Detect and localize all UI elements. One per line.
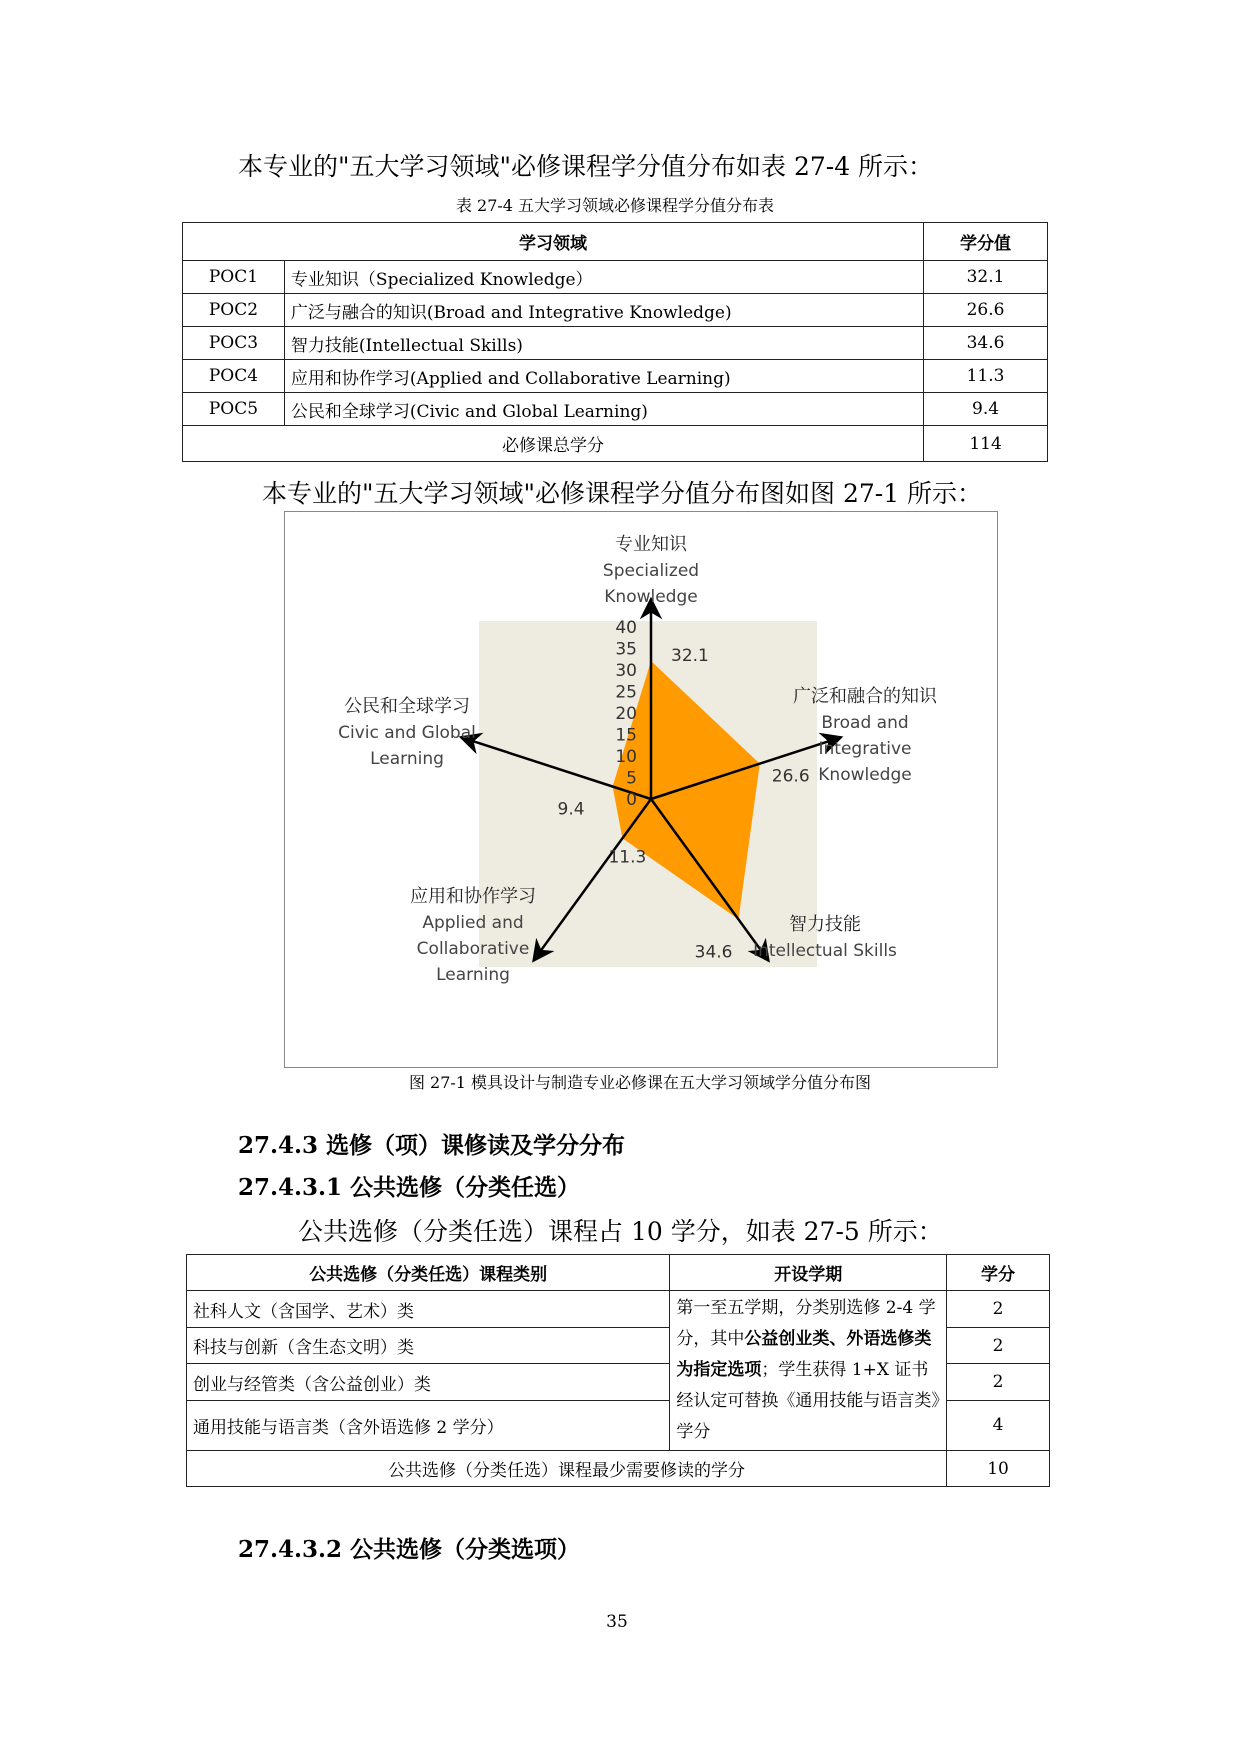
tick-label: 10	[615, 747, 637, 767]
figure-27-1-caption: 图 27-1 模具设计与制造专业必修课在五大学习领域学分值分布图	[408, 1073, 872, 1092]
axis-label-en: Integrative	[818, 739, 912, 759]
total-label: 必修课总学分	[183, 426, 924, 462]
row-code: POC1	[183, 261, 285, 294]
section-heading-27-4-3-2: 27.4.3.2 公共选修（分类选项）	[238, 1536, 581, 1563]
axis-label-zh: 广泛和融合的知识	[793, 686, 937, 707]
axis-label-en: Collaborative	[416, 939, 530, 959]
row-name: 公民和全球学习(Civic and Global Learning)	[284, 393, 923, 426]
row-name: 应用和协作学习(Applied and Collaborative Learning)	[284, 360, 923, 393]
category-name: 科技与创新（含生态文明）类	[187, 1328, 670, 1364]
table-row	[183, 327, 1048, 360]
axis-label-en: Specialized	[602, 561, 700, 581]
axis-label-en: Intellectual Skills	[753, 941, 897, 961]
axis-label-en: Knowledge	[604, 587, 698, 607]
value-label: 32.1	[671, 646, 709, 666]
public-elective-table	[186, 1254, 1050, 1487]
row-code: POC4	[183, 360, 285, 393]
table-row	[183, 261, 1048, 294]
axis-label-en: Learning	[370, 749, 444, 769]
row-name: 广泛与融合的知识(Broad and Integrative Knowledge)	[284, 294, 923, 327]
radar-chart	[285, 512, 997, 1067]
table-row	[187, 1291, 1050, 1328]
category-name: 社科人文（含国学、艺术）类	[187, 1291, 670, 1328]
category-name: 通用技能与语言类（含外语选修 2 学分）	[187, 1400, 670, 1450]
row-value: 11.3	[924, 360, 1048, 393]
page-number: 35	[606, 1612, 628, 1632]
row-name: 智力技能(Intellectual Skills)	[284, 327, 923, 360]
axis-label-en: Learning	[436, 965, 510, 985]
tick-label: 35	[615, 639, 637, 660]
header-semester: 开设学期	[670, 1255, 947, 1291]
category-credit: 2	[947, 1328, 1050, 1364]
axis-label-en: Broad and	[821, 713, 909, 733]
table-row	[183, 393, 1048, 426]
axis-label-4	[338, 696, 476, 769]
section-heading-27-4-3-1: 27.4.3.1 公共选修（分类任选）	[238, 1174, 581, 1201]
intro-text-3: 公共选修（分类任选）课程占 10 学分，如表 27-5 所示：	[298, 1217, 943, 1246]
value-label: 11.3	[608, 847, 647, 868]
tick-label: 20	[615, 704, 637, 724]
row-code: POC2	[183, 294, 285, 327]
tick-label: 0	[626, 790, 637, 810]
axis-label-zh: 公民和全球学习	[344, 696, 470, 717]
axis-label-en: Knowledge	[818, 765, 912, 785]
category-credit: 4	[947, 1400, 1050, 1450]
tick-label: 25	[615, 682, 637, 703]
intro-text-1: 本专业的"五大学习领域"必修课程学分值分布如表 27-4 所示：	[238, 152, 934, 181]
value-label: 9.4	[557, 799, 585, 820]
note-text-1: 第一至五学期，分类别选修 2-4 学分，其中	[676, 1298, 936, 1349]
tick-label: 40	[615, 618, 637, 638]
header-course-category: 公共选修（分类任选）课程类别	[187, 1255, 670, 1291]
table-total-row	[183, 426, 1048, 462]
total-value: 10	[947, 1451, 1050, 1487]
total-value: 114	[924, 426, 1048, 462]
row-value: 32.1	[924, 261, 1048, 294]
tick-label: 30	[615, 661, 637, 681]
credit-distribution-table	[182, 222, 1048, 462]
axis-label-en: Civic and Global	[338, 723, 476, 743]
axis-label-en: Applied and	[422, 913, 524, 933]
axis-label-zh: 应用和协作学习	[410, 886, 536, 907]
header-learning-domain: 学习领域	[183, 223, 924, 261]
radar-chart-frame	[284, 511, 998, 1068]
row-value: 26.6	[924, 294, 1048, 327]
axis-label-zh: 专业知识	[615, 534, 687, 555]
intro-text-2: 本专业的"五大学习领域"必修课程学分值分布图如图 27-1 所示：	[262, 479, 983, 508]
header-credit-value: 学分值	[924, 223, 1048, 261]
table-row	[183, 360, 1048, 393]
row-code: POC3	[183, 327, 285, 360]
tick-label: 15	[615, 725, 637, 746]
value-label: 34.6	[694, 942, 733, 963]
category-credit: 2	[947, 1291, 1050, 1328]
semester-note	[670, 1291, 947, 1451]
category-name: 创业与经管类（含公益创业）类	[187, 1364, 670, 1400]
tick-label: 5	[626, 768, 637, 789]
row-name: 专业知识（Specialized Knowledge）	[284, 261, 923, 294]
row-value: 34.6	[924, 327, 1048, 360]
note-text-bold: 公益创业类、外语选修类为指定选项	[676, 1329, 932, 1380]
value-label: 26.6	[771, 766, 810, 787]
note-text-2: ；学生获得 1+X 证书经认定可替换《通用技能与语言类》学分	[676, 1360, 940, 1442]
total-label: 公共选修（分类任选）课程最少需要修读的学分	[187, 1451, 947, 1487]
table-27-4-caption: 表 27-4 五大学习领域必修课程学分值分布表	[455, 196, 775, 215]
header-credits: 学分	[947, 1255, 1050, 1291]
row-code: POC5	[183, 393, 285, 426]
table-row	[183, 294, 1048, 327]
axis-label-zh: 智力技能	[789, 914, 861, 935]
axis-label-0	[603, 534, 699, 607]
category-credit: 2	[947, 1364, 1050, 1400]
row-value: 9.4	[924, 393, 1048, 426]
section-heading-27-4-3: 27.4.3 选修（项）课修读及学分分布	[238, 1132, 626, 1159]
table-total-row	[187, 1451, 1050, 1487]
